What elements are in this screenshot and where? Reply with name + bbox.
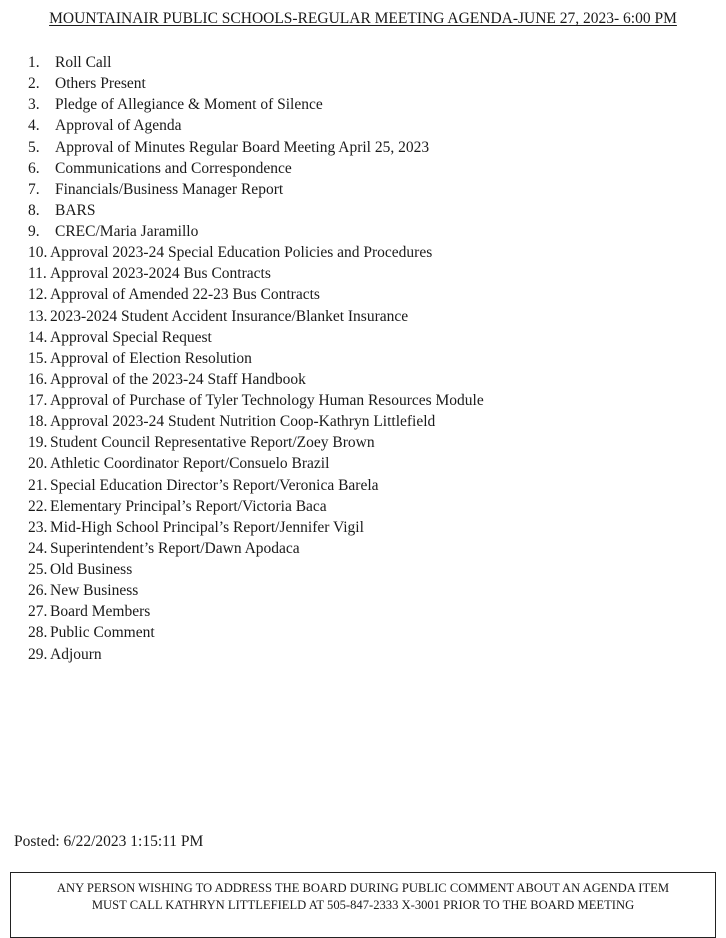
agenda-item bbox=[28, 137, 484, 158]
agenda-item-number: 27. bbox=[28, 603, 48, 621]
agenda-item-number: 29. bbox=[28, 645, 48, 663]
agenda-item-number: 26. bbox=[28, 582, 48, 600]
agenda-item-number: 12. bbox=[28, 286, 48, 304]
agenda-item bbox=[28, 580, 484, 601]
agenda-item bbox=[28, 369, 484, 390]
agenda-item bbox=[28, 390, 484, 411]
agenda-item bbox=[28, 221, 484, 242]
agenda-item-text: Pledge of Allegiance & Moment of Silence bbox=[55, 96, 323, 114]
agenda-item-number: 4. bbox=[28, 117, 40, 135]
agenda-item-number: 17. bbox=[28, 392, 48, 409]
agenda-item-number: 21. bbox=[28, 476, 48, 494]
agenda-item bbox=[28, 73, 484, 94]
agenda-item-number: 28. bbox=[28, 624, 48, 642]
agenda-item bbox=[28, 284, 484, 305]
agenda-item bbox=[28, 158, 484, 179]
agenda-item-text: BARS bbox=[55, 201, 96, 219]
posted-timestamp: Posted: 6/22/2023 1:15:11 PM bbox=[14, 833, 204, 850]
agenda-item bbox=[28, 453, 484, 474]
agenda-item-number: 11. bbox=[28, 265, 47, 283]
notice-line-1: ANY PERSON WISHING TO ADDRESS THE BOARD DURING PUBLIC COMMENT ABOUT AN AGENDA ITEM bbox=[56, 881, 670, 895]
public-comment-notice bbox=[10, 872, 716, 938]
agenda-item bbox=[28, 622, 484, 643]
agenda-item-text: Board Members bbox=[50, 603, 151, 621]
agenda-item-text: Approval 2023-24 Special Education Policies and Procedures bbox=[50, 244, 433, 262]
agenda-item-number: 1. bbox=[28, 54, 40, 71]
agenda-item bbox=[28, 411, 484, 432]
agenda-item bbox=[28, 538, 484, 559]
agenda-item bbox=[28, 601, 484, 622]
agenda-item-text: Approval of Minutes Regular Board Meeting April 25, 2023 bbox=[55, 138, 430, 156]
agenda-item-number: 23. bbox=[28, 518, 48, 536]
agenda-item bbox=[28, 432, 484, 453]
agenda-item-number: 2. bbox=[28, 75, 40, 93]
agenda-item-number: 19. bbox=[28, 434, 48, 452]
agenda-item-text: Others Present bbox=[55, 75, 146, 93]
agenda-item bbox=[28, 200, 484, 221]
agenda-item-text: Approval of Purchase of Tyler Technology Human Resources Module bbox=[50, 392, 484, 409]
agenda-item-text: Approval Special Request bbox=[50, 328, 212, 346]
agenda-item-text: Old Business bbox=[50, 561, 133, 578]
page-title: MOUNTAINAIR PUBLIC SCHOOLS-REGULAR MEETING AGENDA-JUNE 27, 2023- 6:00 PM bbox=[49, 10, 677, 27]
notice-line-2: MUST CALL KATHRYN LITTLEFIELD AT 505-847-2333 X-3001 PRIOR TO THE BOARD MEETING bbox=[91, 898, 635, 912]
agenda-item bbox=[28, 496, 484, 517]
agenda-item-text: Adjourn bbox=[50, 645, 102, 663]
agenda-item bbox=[28, 52, 484, 73]
agenda-item bbox=[28, 94, 484, 115]
agenda-item-number: 20. bbox=[28, 455, 48, 473]
agenda-item-number: 10. bbox=[28, 244, 48, 262]
agenda-item-number: 16. bbox=[28, 370, 48, 388]
agenda-item-number: 22. bbox=[28, 497, 48, 515]
agenda-item-text: Approval of Amended 22-23 Bus Contracts bbox=[50, 286, 320, 304]
agenda-item-text: Approval 2023-24 Student Nutrition Coop-Kathryn Littlefield bbox=[50, 413, 436, 431]
agenda-item bbox=[28, 115, 484, 136]
agenda-item-text: Superintendent’s Report/Dawn Apodaca bbox=[50, 539, 300, 557]
agenda-item-number: 14. bbox=[28, 328, 48, 346]
agenda-item-number: 5. bbox=[28, 138, 40, 156]
agenda-item-text: CREC/Maria Jaramillo bbox=[55, 223, 199, 240]
agenda-item-text: Communications and Correspondence bbox=[55, 159, 292, 177]
agenda-item-number: 9. bbox=[28, 223, 40, 240]
agenda-item-text: 2023-2024 Student Accident Insurance/Blanket Insurance bbox=[50, 307, 409, 325]
agenda-item-text: Special Education Director’s Report/Veronica Barela bbox=[50, 476, 379, 494]
agenda-item bbox=[28, 559, 484, 580]
agenda-item-text: New Business bbox=[50, 582, 139, 600]
agenda-item-text: Approval of the 2023-24 Staff Handbook bbox=[50, 370, 306, 388]
agenda-item-text: Financials/Business Manager Report bbox=[55, 180, 284, 198]
agenda-item bbox=[28, 327, 484, 348]
agenda-item-text: Public Comment bbox=[50, 624, 155, 642]
agenda-item bbox=[28, 179, 484, 200]
agenda-item-text: Approval 2023-2024 Bus Contracts bbox=[50, 265, 271, 283]
agenda-item-text: Elementary Principal’s Report/Victoria Baca bbox=[50, 497, 327, 515]
agenda-item-text: Mid-High School Principal’s Report/Jennifer Vigil bbox=[50, 518, 364, 536]
agenda-item bbox=[28, 475, 484, 496]
agenda-item-number: 18. bbox=[28, 413, 48, 431]
agenda-item-number: 7. bbox=[28, 180, 40, 198]
agenda-item-text: Roll Call bbox=[55, 54, 112, 71]
agenda-item-number: 24. bbox=[28, 539, 48, 557]
agenda-item-number: 15. bbox=[28, 349, 48, 367]
agenda-item-text: Approval of Election Resolution bbox=[50, 349, 252, 367]
agenda-item-text: Athletic Coordinator Report/Consuelo Brazil bbox=[50, 455, 330, 473]
agenda-item-number: 3. bbox=[28, 96, 40, 114]
agenda-item bbox=[28, 242, 484, 263]
agenda-item bbox=[28, 306, 484, 327]
agenda-item-number: 13. bbox=[28, 307, 48, 325]
agenda-item bbox=[28, 644, 484, 665]
agenda-item bbox=[28, 263, 484, 284]
agenda-item-text: Approval of Agenda bbox=[55, 117, 182, 135]
agenda-item-number: 6. bbox=[28, 159, 40, 177]
agenda-list bbox=[28, 52, 484, 665]
agenda-item bbox=[28, 517, 484, 538]
agenda-item-number: 8. bbox=[28, 201, 40, 219]
agenda-item-text: Student Council Representative Report/Zoey Brown bbox=[50, 434, 375, 452]
agenda-item-number: 25. bbox=[28, 561, 48, 578]
agenda-item bbox=[28, 348, 484, 369]
